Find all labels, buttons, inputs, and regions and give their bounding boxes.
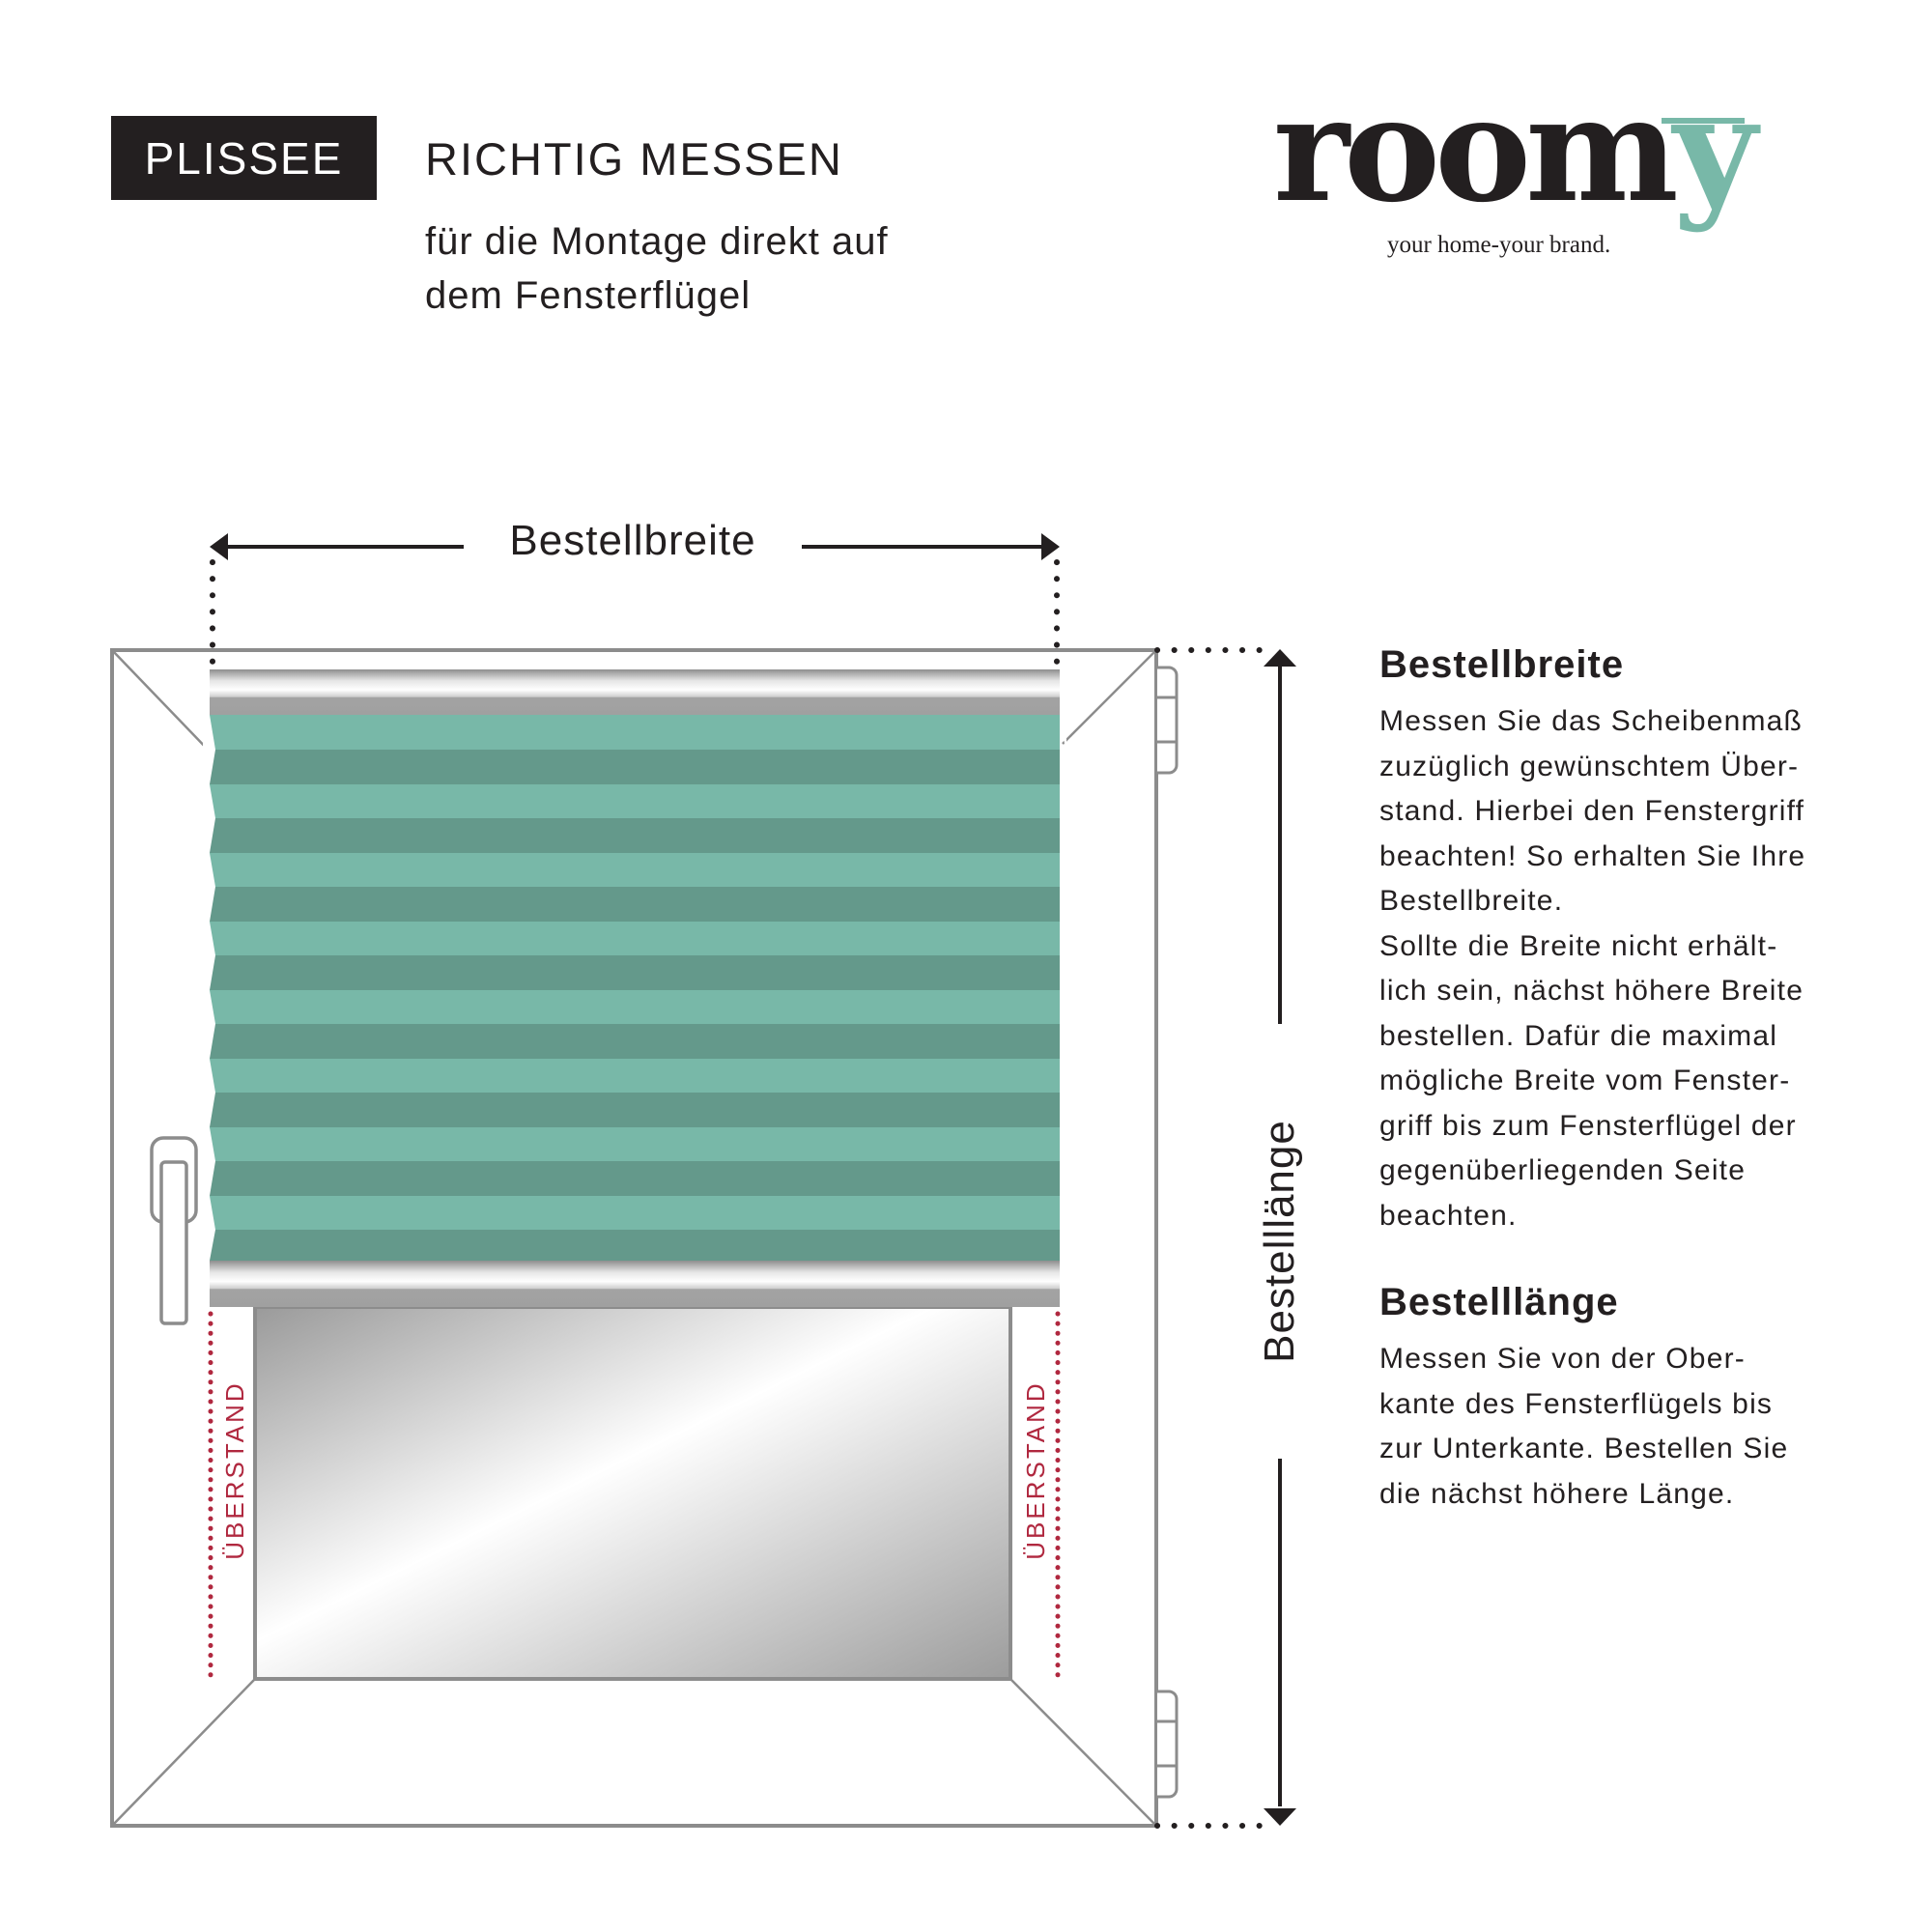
body-line: kante des Fensterflügels bis xyxy=(1379,1387,1774,1420)
body-line: die nächst höhere Länge. xyxy=(1379,1477,1735,1510)
body-line: stand. Hierbei den Fenstergriff xyxy=(1379,795,1805,827)
logo-word-accent: y xyxy=(1672,65,1752,235)
overhang-label-left: ÜBERSTAND xyxy=(220,1380,249,1560)
logo-tagline: your home-your brand. xyxy=(1387,232,1611,258)
body-line: bestellen. Dafür die maximal xyxy=(1379,1019,1778,1052)
page-title: RICHTIG MESSEN xyxy=(425,133,843,185)
pleated-fabric xyxy=(203,715,1066,1261)
body-line: griff bis zum Fensterflügel der xyxy=(1379,1109,1797,1142)
body-line: Messen Sie das Scheibenmaß xyxy=(1379,705,1804,737)
section-heading: Bestelllänge xyxy=(1379,1281,1619,1323)
body-line: mögliche Breite vom Fenster- xyxy=(1379,1065,1791,1096)
bottom-rail xyxy=(210,1261,1060,1307)
body-line: zur Unterkante. Bestellen Sie xyxy=(1379,1433,1789,1464)
body-line: beachten. xyxy=(1379,1199,1518,1232)
subtitle-line-2: dem Fensterflügel xyxy=(425,274,752,317)
body-line: Sollte die Breite nicht erhält- xyxy=(1379,929,1778,962)
section-heading: Bestellbreite xyxy=(1379,643,1625,686)
section-order-width xyxy=(1379,638,1882,1238)
body-line: zuzüglich gewünschtem Über- xyxy=(1379,750,1800,782)
badge-label: PLISSEE xyxy=(144,132,344,184)
length-dimension-label: Bestelllänge xyxy=(1251,1024,1309,1459)
body-line: beachten! So erhalten Sie Ihre xyxy=(1379,839,1806,872)
body-line: lich sein, nächst höhere Breite xyxy=(1379,975,1804,1007)
subtitle-line-1: für die Montage direkt auf xyxy=(425,220,889,263)
section-body xyxy=(1379,1337,1882,1517)
body-line: Bestellbreite. xyxy=(1379,885,1564,917)
overhang-label-right: ÜBERSTAND xyxy=(1021,1380,1050,1560)
head-rail xyxy=(210,669,1060,715)
hinge-top-icon xyxy=(1157,668,1177,773)
section-order-length xyxy=(1379,1275,1882,1517)
hinge-bottom-icon xyxy=(1157,1691,1177,1797)
body-line: gegenüberliegenden Seite xyxy=(1379,1154,1747,1186)
glass-pane xyxy=(255,1307,1010,1679)
section-body xyxy=(1379,699,1882,1238)
body-line: Messen Sie von der Ober- xyxy=(1379,1343,1746,1375)
width-dimension-label: Bestellbreite xyxy=(464,517,802,565)
logo-word-main: room xyxy=(1273,65,1673,235)
